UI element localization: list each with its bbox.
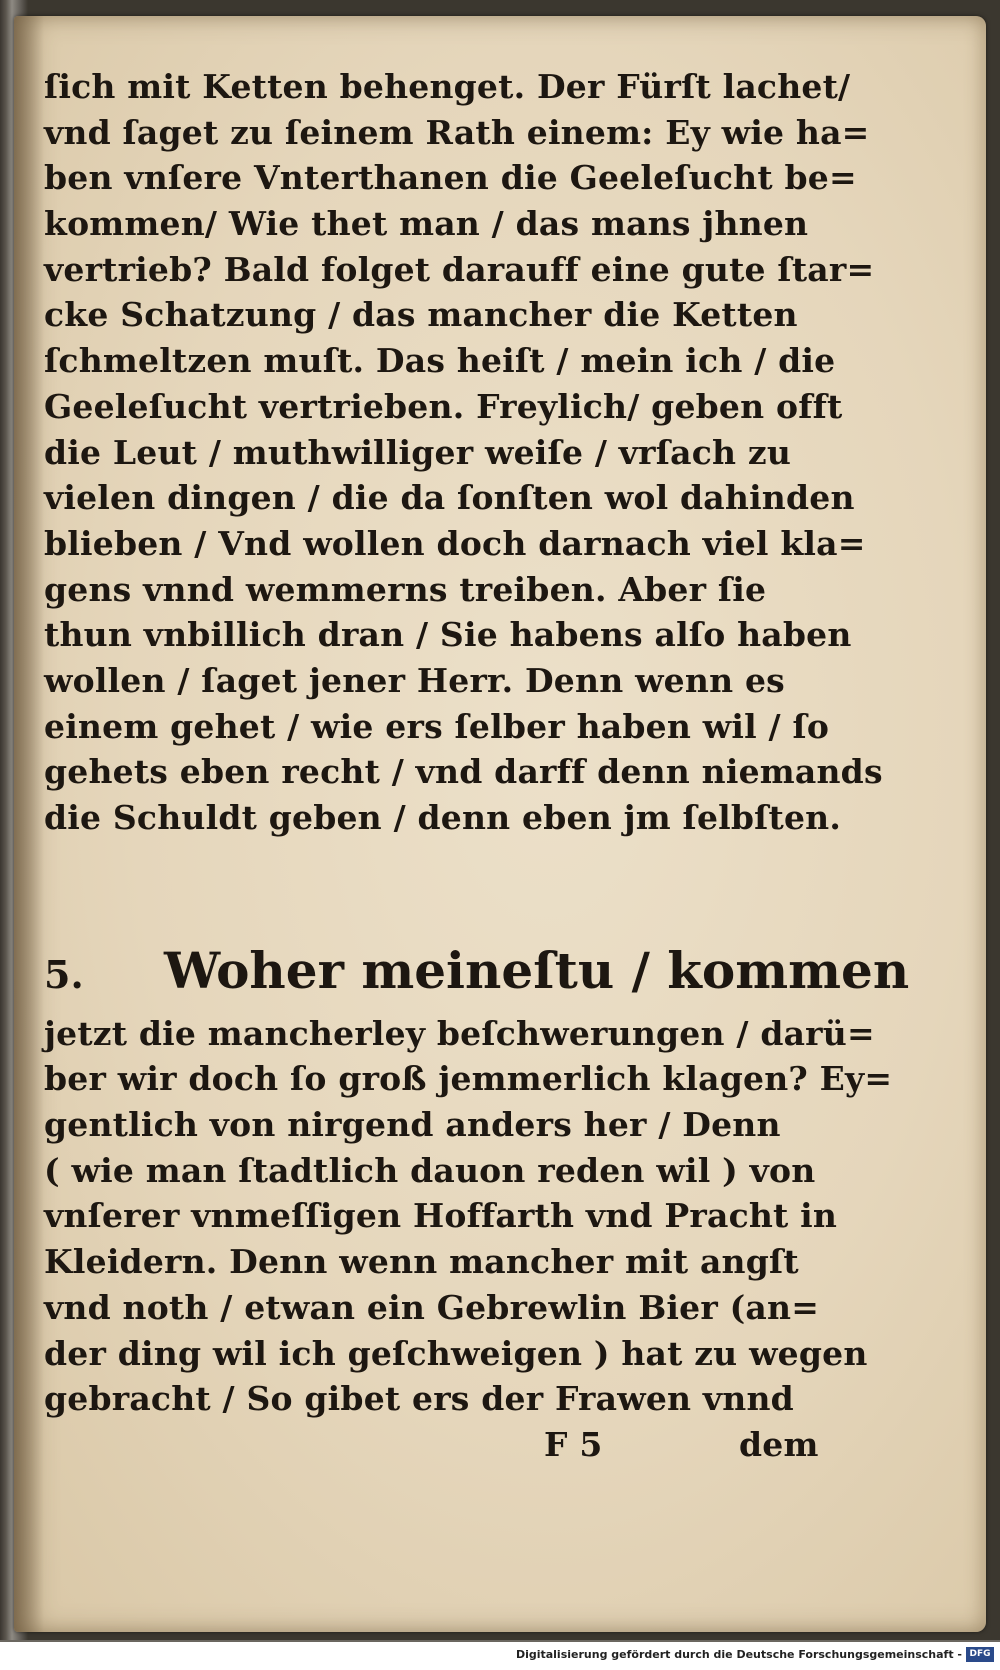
- section-gap: [44, 841, 784, 941]
- page-text: [44, 64, 910, 1468]
- paragraph-2: [44, 1011, 893, 1422]
- text-line: kommen/ Wie thet man / das mans jhnen: [44, 204, 809, 244]
- text-line: die Leut / muthwilliger weiſe / vrſach zu: [44, 432, 792, 472]
- text-line: vnd noth / etwan ein Gebrewlin Bier (an=: [44, 1287, 820, 1327]
- text-line: die Schuldt geben / denn eben jm ſelbſten.: [44, 798, 842, 837]
- section-number: 5.: [44, 951, 84, 997]
- text-line: blieben / Vnd wollen doch darnach viel kla=: [44, 523, 866, 563]
- text-line: ben vnſere Vnterthanen die Geeleſucht be=: [44, 158, 857, 198]
- text-line: gentlich von nirgend anders her / Denn: [44, 1105, 781, 1145]
- text-line: ber wir doch ſo groß jemmerlich klagen? Ey=: [44, 1059, 893, 1099]
- text-line: jetzt die mancherley beſchwerungen / darü=: [44, 1013, 875, 1053]
- signature-mark: F 5: [544, 1424, 603, 1464]
- text-line: einem gehet / wie ers ſelber haben wil / ſo: [44, 706, 830, 746]
- dfg-logo-icon: DFG: [966, 1647, 994, 1662]
- text-line: vnd ſaget zu ſeinem Rath einem: Ey wie ha=: [44, 112, 870, 152]
- footer-credit: Digitalisierung gefördert durch die Deutsche Forschungsgemeinschaft -: [515, 1648, 962, 1661]
- text-line: Geeleſucht vertrieben. Freylich/ geben offt: [44, 386, 843, 426]
- text-line: vertrieb? Bald folget darauff eine gute ſtar=: [44, 249, 875, 289]
- section-heading: [44, 940, 910, 1011]
- text-line: ſchmeltzen muſt. Das heiſt / mein ich / die: [44, 341, 836, 381]
- catchword: dem: [739, 1424, 819, 1464]
- text-line: Kleidern. Denn wenn mancher mit angſt: [44, 1242, 799, 1282]
- text-line: vielen dingen / die da ſonſten wol dahinden: [44, 478, 855, 518]
- text-line: gens vnnd wemmerns treiben. Aber ſie: [44, 569, 767, 609]
- text-line: der ding wil ich geſchweigen ) hat zu wegen: [44, 1333, 868, 1373]
- paragraph-1: [44, 64, 883, 841]
- text-line: gehets eben recht / vnd darff denn niemands: [44, 752, 883, 792]
- text-line: thun vnbillich dran / Sie habens alſo haben: [44, 615, 852, 655]
- text-line: gebracht / So gibet ers der Frawen vnnd: [44, 1379, 794, 1419]
- text-line: vnſerer vnmeſſigen Hoffarth vnd Pracht in: [44, 1196, 838, 1236]
- section-heading-text: Woher meineſtu / kommen: [164, 940, 910, 1000]
- page-foot-line: [44, 1422, 819, 1468]
- text-line: ( wie man ſtadtlich dauon reden wil ) von: [44, 1150, 816, 1190]
- text-line: wollen / ſaget jener Herr. Denn wenn es: [44, 660, 785, 700]
- page-gutter-shadow: [14, 16, 44, 1632]
- digitization-footer: [0, 1642, 1000, 1670]
- text-line: ſich mit Ketten behenget. Der Fürſt lachet/: [44, 67, 851, 106]
- text-line: cke Schatzung / das mancher die Ketten: [44, 295, 798, 335]
